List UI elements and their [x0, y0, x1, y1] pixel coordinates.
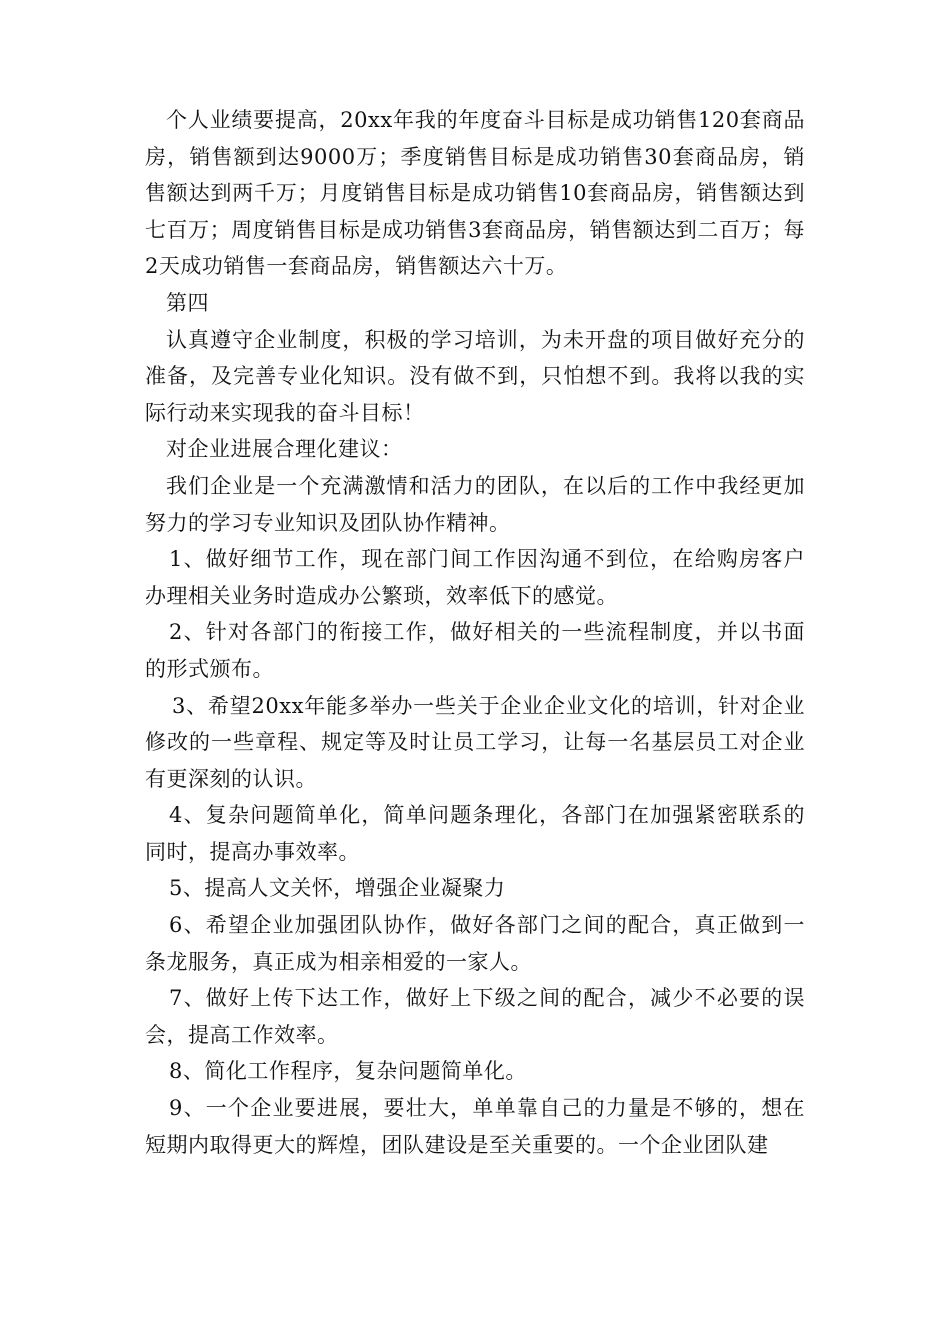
paragraph-item-8: 8、简化工作程序，复杂问题简单化。: [169, 1059, 527, 1084]
paragraph-item-7: 7、做好上传下达工作，做好上下级之间的配合，减少不必要的误会，提高工作效率。: [145, 986, 805, 1047]
paragraph-company-rules: 认真遵守企业制度，积极的学习培训，为未开盘的项目做好充分的准备，及完善专业化知识。没有做不到，只怕想不到。我将以我的实际行动来实现我的奋斗目标！: [145, 327, 805, 425]
paragraph-item-3: 3、希望20xx年能多举办一些关于企业企业文化的培训，针对企业修改的一些章程、规定等及时让员工学习，让每一名基层员工对企业有更深刻的认识。: [145, 693, 805, 791]
paragraph-team-intro: 我们企业是一个充满激情和活力的团队，在以后的工作中我经更加努力的学习专业知识及团队协作精神。: [145, 473, 805, 535]
paragraph-item-5: 5、提高人文关怀，增强企业凝聚力: [169, 876, 506, 901]
document-body: [145, 102, 805, 1163]
paragraph-section-four: 第四: [166, 290, 209, 315]
paragraph-item-6: 6、希望企业加强团队协作，做好各部门之间的配合，真正做到一条龙服务，真正成为相亲相爱的一家人。: [145, 913, 805, 974]
paragraph-item-9: 9、一个企业要进展，要壮大，单单靠自己的力量是不够的，想在短期内取得更大的辉煌，团队建设是至关重要的。一个企业团队建: [145, 1096, 805, 1157]
paragraph-item-4: 4、复杂问题简单化，简单问题条理化，各部门在加强紧密联系的同时，提高办事效率。: [145, 803, 805, 864]
paragraph-sales-targets: 个人业绩要提高，20xx年我的年度奋斗目标是成功销售120套商品房，销售额到达9000万；季度销售目标是成功销售30套商品房，销售额达到两千万；月度销售目标是成功销售10套商品房，销售额达到七百万；周度销售目标是成功销售3套商品房，销售额达到二百万；每2天成功销售一套商品房，销售额达六十万。: [145, 108, 805, 279]
paragraph-item-1: 1、做好细节工作，现在部门间工作因沟通不到位，在给购房客户办理相关业务时造成办公繁琐，效率低下的感觉。: [145, 547, 805, 608]
paragraph-item-2: 2、针对各部门的衔接工作，做好相关的一些流程制度，并以书面的形式颁布。: [145, 620, 805, 681]
paragraph-suggestions-heading: 对企业进展合理化建议：: [166, 437, 403, 462]
